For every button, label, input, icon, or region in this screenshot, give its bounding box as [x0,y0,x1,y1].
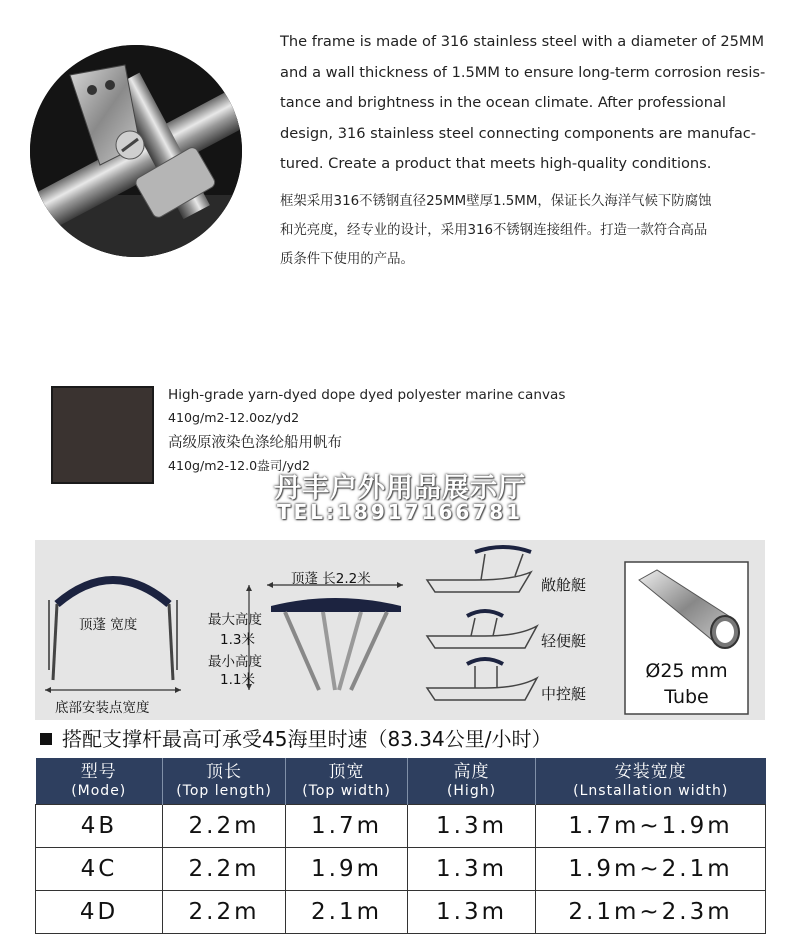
bimini-diagram-panel [35,540,765,720]
table-cell: 1.9m [286,848,408,891]
frame-description-cn [280,187,775,274]
canvas-spec-cn: 410g/m2-12.0盎司/yd2 [168,458,311,473]
frame-description-en [280,27,770,180]
boat-label: 轻便艇 [541,632,587,650]
canvas-title-cn: 高级原液染色涤纶船用帆布 [168,435,342,451]
wind-speed-heading: 搭配支撑杆最高可承受45海里时速（83.34公里/小时） [62,727,552,751]
top-length-label: 顶蓬 长2.2米 [291,571,371,587]
canvas-title-en: High-grade yarn-dyed dope dyed polyester marine canvas [168,387,566,403]
tube-diameter: Ø25 mm [645,660,728,682]
table-cell: 1.7m~1.9m [536,805,766,848]
boat-label: 中控艇 [541,685,587,703]
table-cell: 2.2m [163,805,286,848]
canvas-spec-en: 410g/m2-12.0oz/yd2 [168,410,300,425]
text-line: and a wall thickness of 1.5MM to ensure long-term corrosion resis- [280,63,766,81]
table-cell: 4C [36,848,163,891]
side-view-diagram [246,582,403,690]
boat-label: 敞舱艇 [541,576,587,594]
min-height-value: 1.1米 [220,672,255,688]
column-header: 高度 (High) [408,758,536,805]
tube-label: Tube [664,686,709,708]
spec-table [35,758,766,934]
text-line: 和光亮度，经专业的设计，采用316不锈钢连接组件。打造一款符合高品 [280,223,708,238]
column-header: 顶长 (Top length) [163,758,286,805]
frame-fitting-photo [30,45,242,257]
text-line: tured. Create a product that meets high-quality conditions. [280,155,712,172]
table-cell: 4D [36,891,163,934]
table-cell: 1.3m [408,891,536,934]
table-cell: 2.2m [163,848,286,891]
table-row [36,805,766,848]
table-cell: 2.1m~2.3m [536,891,766,934]
table-row [36,891,766,934]
text-line: tance and brightness in the ocean climate. After professional [280,94,726,111]
table-row [36,848,766,891]
bullet-square [40,733,52,745]
table-cell: 1.9m~2.1m [536,848,766,891]
table-header-row [36,758,766,805]
watermark-store-name: 丹丰户外用品展示厅 [274,473,526,504]
front-view-diagram [45,580,181,693]
table-cell: 2.1m [286,891,408,934]
center-console-boat-icon [427,659,537,700]
watermark-phone: TEL:18917166781 [276,500,524,524]
max-height-label: 最大高度 [208,612,262,628]
text-line: 质条件下使用的产品。 [280,252,414,267]
table-cell: 1.7m [286,805,408,848]
text-line: The frame is made of 316 stainless steel with a diameter of 25MM [280,33,765,50]
max-height-value: 1.3米 [220,632,255,648]
top-width-label: 顶蓬 宽度 [79,617,138,633]
text-line: 框架采用316不锈钢直径25MM壁厚1.5MM，保证长久海洋气候下防腐蚀 [280,194,712,209]
text-line: design, 316 stainless steel connecting components are manufac- [280,124,757,142]
runabout-boat-icon [427,611,537,648]
open-boat-icon [427,547,531,592]
column-header: 顶宽 (Top width) [286,758,408,805]
table-cell: 1.3m [408,848,536,891]
column-header: 型号 (Mode) [36,758,163,805]
table-cell: 1.3m [408,805,536,848]
base-width-label: 底部安装点宽度 [55,700,150,716]
table-cell: 4B [36,805,163,848]
min-height-label: 最小高度 [208,654,262,670]
table-cell: 2.2m [163,891,286,934]
column-header: 安装宽度 (Lnstallation width) [536,758,766,805]
